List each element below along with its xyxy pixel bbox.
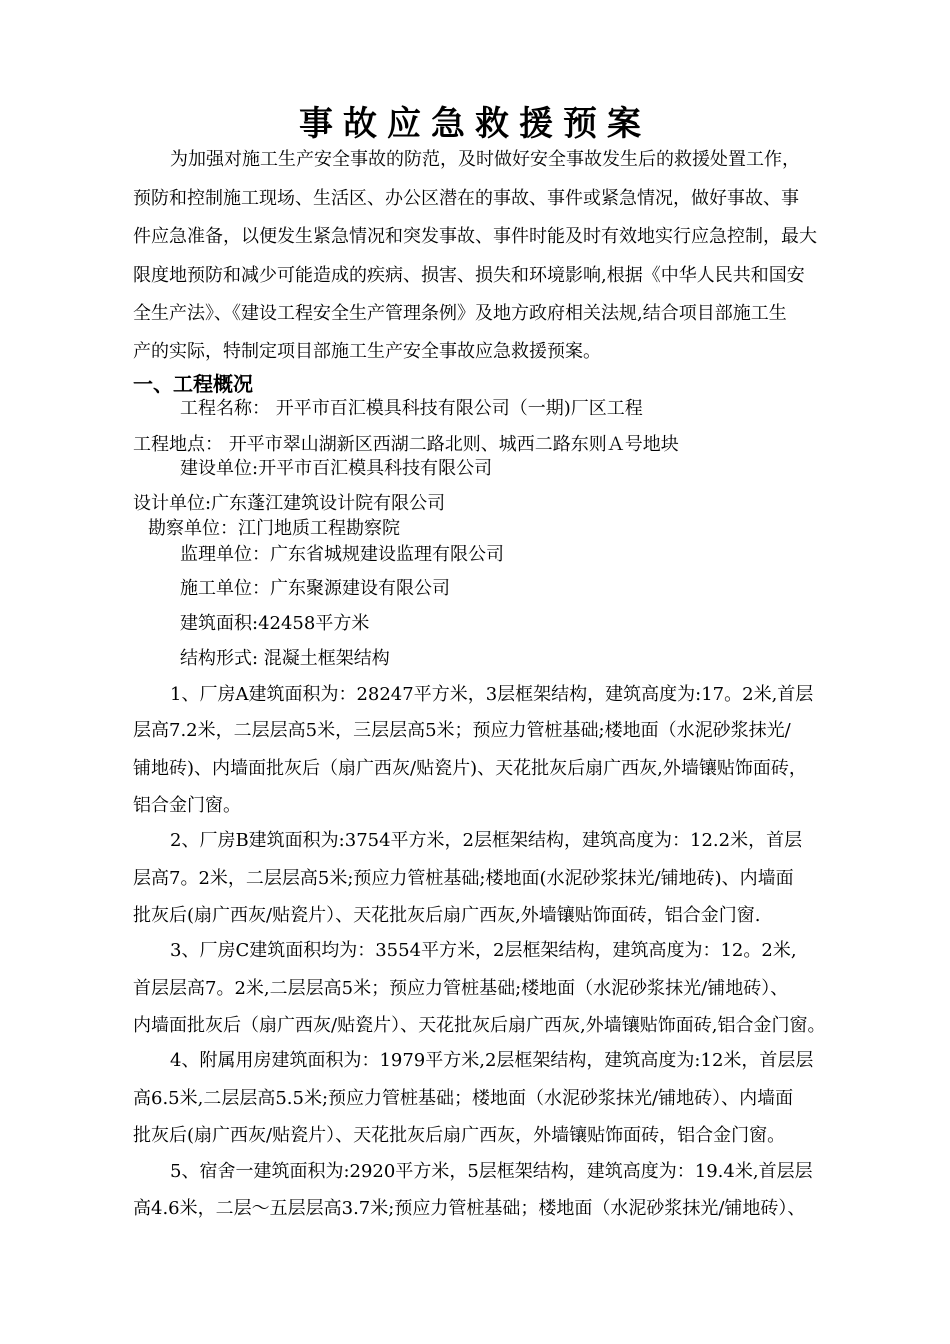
intro-line: 为加强对施工生产安全事故的防范，及时做好安全事故发生后的救援处置工作，	[170, 149, 800, 170]
design-unit-field: 设计单位:广东蓬江建筑设计院有限公司	[133, 493, 446, 514]
project-name-field: 工程名称： 开平市百汇模具科技有限公司（一期)厂区工程	[180, 398, 643, 419]
document-title: 事故应急救援预案	[299, 104, 651, 144]
intro-line: 预防和控制施工现场、生活区、办公区潜在的事故、事件或紧急情况，做好事故、事	[133, 188, 799, 209]
item-line: 层高7.2米，二层层高5米，三层层高5米；预应力管桩基础;楼地面（水泥砂浆抹光/	[133, 720, 791, 741]
item-line: 内墙面批灰后（扇广西灰/贴瓷片）、天花批灰后扇广西灰,外墙镶贴饰面砖,铝合金门窗。	[133, 1015, 826, 1036]
survey-unit-field: 勘察单位：江门地质工程勘察院	[148, 518, 400, 539]
item-line: 层高7。2米，二层层高5米;预应力管桩基础;楼地面(水泥砂浆抹光/铺地砖)、内墙面	[133, 868, 794, 889]
item-line: 首层层高7。2米,二层层高5米；预应力管桩基础;楼地面（水泥砂浆抹光/铺地砖）、	[133, 978, 789, 999]
item-line: 铺地砖)、内墙面批灰后（扇广西灰/贴瓷片)、天花批灰后扇广西灰,外墙镶贴饰面砖，	[133, 758, 807, 779]
item-line: 高4.6米，二层～五层层高3.7米;预应力管桩基础；楼地面（水泥砂浆抹光/铺地砖）、	[133, 1198, 806, 1219]
item-line: 5、宿舍一建筑面积为:2920平方米，5层框架结构，建筑高度为：19.4米,首层层	[170, 1161, 813, 1182]
item-line: 批灰后(扇广西灰/贴瓷片）、天花批灰后扇广西灰,外墙镶贴饰面砖，铝合金门窗.	[133, 905, 761, 926]
intro-line: 产的实际，特制定项目部施工生产安全事故应急救援预案。	[133, 341, 601, 362]
intro-line: 全生产法》、《建设工程安全生产管理条例》及地方政府相关法规,结合项目部施工生	[133, 303, 787, 324]
item-line: 2、厂房B建筑面积为:3754平方米，2层框架结构，建筑高度为：12.2米，首层	[170, 830, 803, 851]
intro-line: 件应急准备，以便发生紧急情况和突发事故、事件时能及时有效地实行应急控制，最大	[133, 226, 817, 247]
construction-unit-field: 建设单位:开平市百汇模具科技有限公司	[180, 458, 493, 479]
item-line: 4、附属用房建筑面积为：1979平方米,2层框架结构，建筑高度为:12米，首层层	[170, 1050, 814, 1071]
item-line: 铝合金门窗。	[133, 795, 241, 816]
building-area-field: 建筑面积:42458平方米	[180, 613, 370, 634]
item-line: 高6.5米,二层层高5.5米;预应力管桩基础；楼地面（水泥砂浆抹光/铺地砖）、内墙面	[133, 1088, 794, 1109]
contractor-field: 施工单位：广东聚源建设有限公司	[180, 578, 450, 599]
item-line: 3、厂房C建筑面积均为：3554平方米，2层框架结构，建筑高度为：12。2米,	[170, 940, 797, 961]
item-line: 1、厂房A建筑面积为：28247平方米，3层框架结构，建筑高度为:17。2米,首层	[170, 684, 814, 705]
supervision-unit-field: 监理单位：广东省城规建设监理有限公司	[180, 544, 504, 565]
item-line: 批灰后(扇广西灰/贴瓷片）、天花批灰后扇广西灰，外墙镶贴饰面砖，铝合金门窗。	[133, 1125, 786, 1146]
structure-field: 结构形式: 混凝土框架结构	[180, 648, 390, 669]
intro-line: 限度地预防和减少可能造成的疾病、损害、损失和环境影响,根据《中华人民共和国安	[133, 265, 805, 286]
section-heading: 一、工程概况	[133, 372, 253, 396]
project-location-field: 工程地点： 开平市翠山湖新区西湖二路北则、城西二路东则Ａ号地块	[133, 434, 679, 455]
